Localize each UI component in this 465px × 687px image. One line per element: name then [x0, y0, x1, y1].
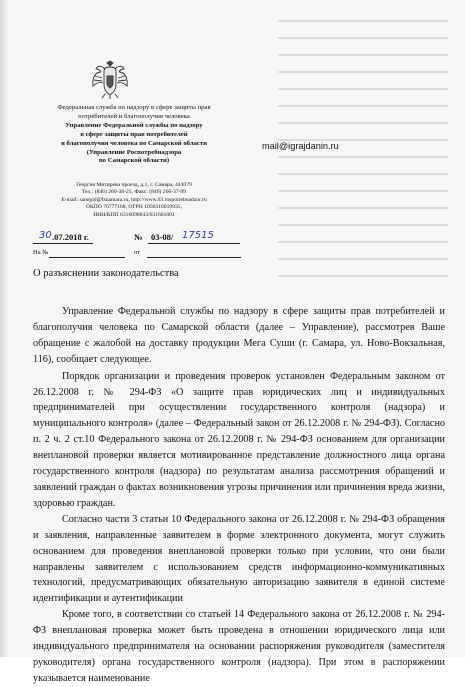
date-rest: .07.2018 г. — [52, 232, 89, 242]
paragraph-text: Управление Федеральной службы по надзору в сфере защиты прав потребителей и благополучия человека по Самарской области (далее – Управление), рассмотрев Ваше обращение с жалобой на доставку продукции Мега Суши (г. Самара, ул. Ново-Вокзальная, 116), сообщает следующее. — [33, 306, 445, 365]
department-line: по Самарской области) — [98, 157, 170, 165]
department-line: в сфере защиты прав потребителей — [80, 130, 188, 138]
body-paragraph — [33, 607, 445, 687]
contact-line: E-mail: sanepid@fsnamara.ru, http://www.63.rospotrebnadzor.ru — [61, 196, 207, 203]
ot-underline — [147, 257, 241, 258]
body-paragraph — [33, 512, 445, 607]
number-handwritten: 17515 — [182, 230, 214, 241]
date-underline — [33, 243, 93, 244]
letter-body — [33, 304, 445, 687]
na-underline — [49, 257, 125, 258]
agency-line: Федеральная служба по надзору в сфере защиты прав — [57, 104, 211, 111]
reference-row — [33, 249, 243, 259]
contact-line: ИНН/КПП 6316098843/631601001 — [93, 211, 175, 218]
letter-subject: О разъяснении законодательства — [33, 268, 179, 279]
contact-line: Тел.: (846) 260-38-25, Факс: (846) 260-37-99 — [81, 189, 187, 196]
department-line: и благополучия человека по Самарской области — [60, 139, 208, 147]
number-prefix: 03-08/ — [151, 232, 174, 242]
department-line: Управление Федеральной службы по надзору — [65, 121, 203, 129]
agency-line: потребителей и благополучия человека — [78, 112, 190, 120]
contact-line: Георгия Митирева проезд, д.1, г. Самара, 443079 — [76, 182, 192, 188]
agency-block — [34, 104, 234, 166]
scan-shadow — [0, 0, 8, 657]
paragraph-text: Порядок организации и проведения проверок установлен Федеральным законом от 26.12.2008 г. № 294-ФЗ «О защите прав юридических лиц и индивидуальных предпринимателей при осуществлении государственного контроля (надзора) и муниципального контроля» (далее – Федеральный закон от 26.12.2008 г. № 294-ФЗ). Согласно п. 2 ч. 2 ст.10 Федерального закона от 26.12.2008 г. № 294-ФЗ основанием для организации внеплановой проверки является мотивированное представление должностного лица органа государственного контроля (надзора) по результатам анализа рассмотрения обращений и заявлений граждан о фактах возникновения угрозы причинения или причинения вреда жизни, здоровью граждан. — [33, 370, 445, 509]
number-label: № — [134, 232, 143, 242]
contact-line: ОКПО 76777168, ОГРН 1056316019935, — [85, 204, 182, 211]
number-underline — [148, 243, 240, 244]
body-paragraph — [33, 304, 445, 368]
date-day-handwritten: 30 — [39, 230, 52, 241]
outgoing-date-number — [33, 232, 243, 246]
na-label: На № — [33, 249, 49, 256]
russian-coat-of-arms-icon — [91, 60, 129, 100]
contact-block — [34, 182, 234, 219]
recipient-email: mail@igrajdanin.ru — [262, 141, 339, 151]
paragraph-text: Кроме того, в соответствии со статьей 14 Федерального закона от 26.12.2008 г. № 294-ФЗ внеплановая проверка может быть проведена в отношении юридического лица или индивидуального предпринимателя на основании распоряжения руководителя (заместителя руководителя) органа государственного контроля (надзора). При этом в распоряжении указывается наименование — [33, 609, 445, 684]
body-paragraph — [33, 369, 445, 512]
department-line: (Управление Роспотребнадзора — [86, 148, 182, 156]
ot-label: от — [134, 249, 141, 256]
paragraph-text: Согласно части 3 статьи 10 Федерального закона от 26.12.2008 г. № 294-ФЗ обращения и заявления, направленные заявителем в форме электронного документа, могут служить основанием для проведения внеплановой проверки только при условии, что они были направлены заявителем с использованием средств информационно-коммуникативных технологий, предусматривающих обязательную авторизацию заявителя в единой системе идентификации и аутентификации — [33, 513, 445, 605]
